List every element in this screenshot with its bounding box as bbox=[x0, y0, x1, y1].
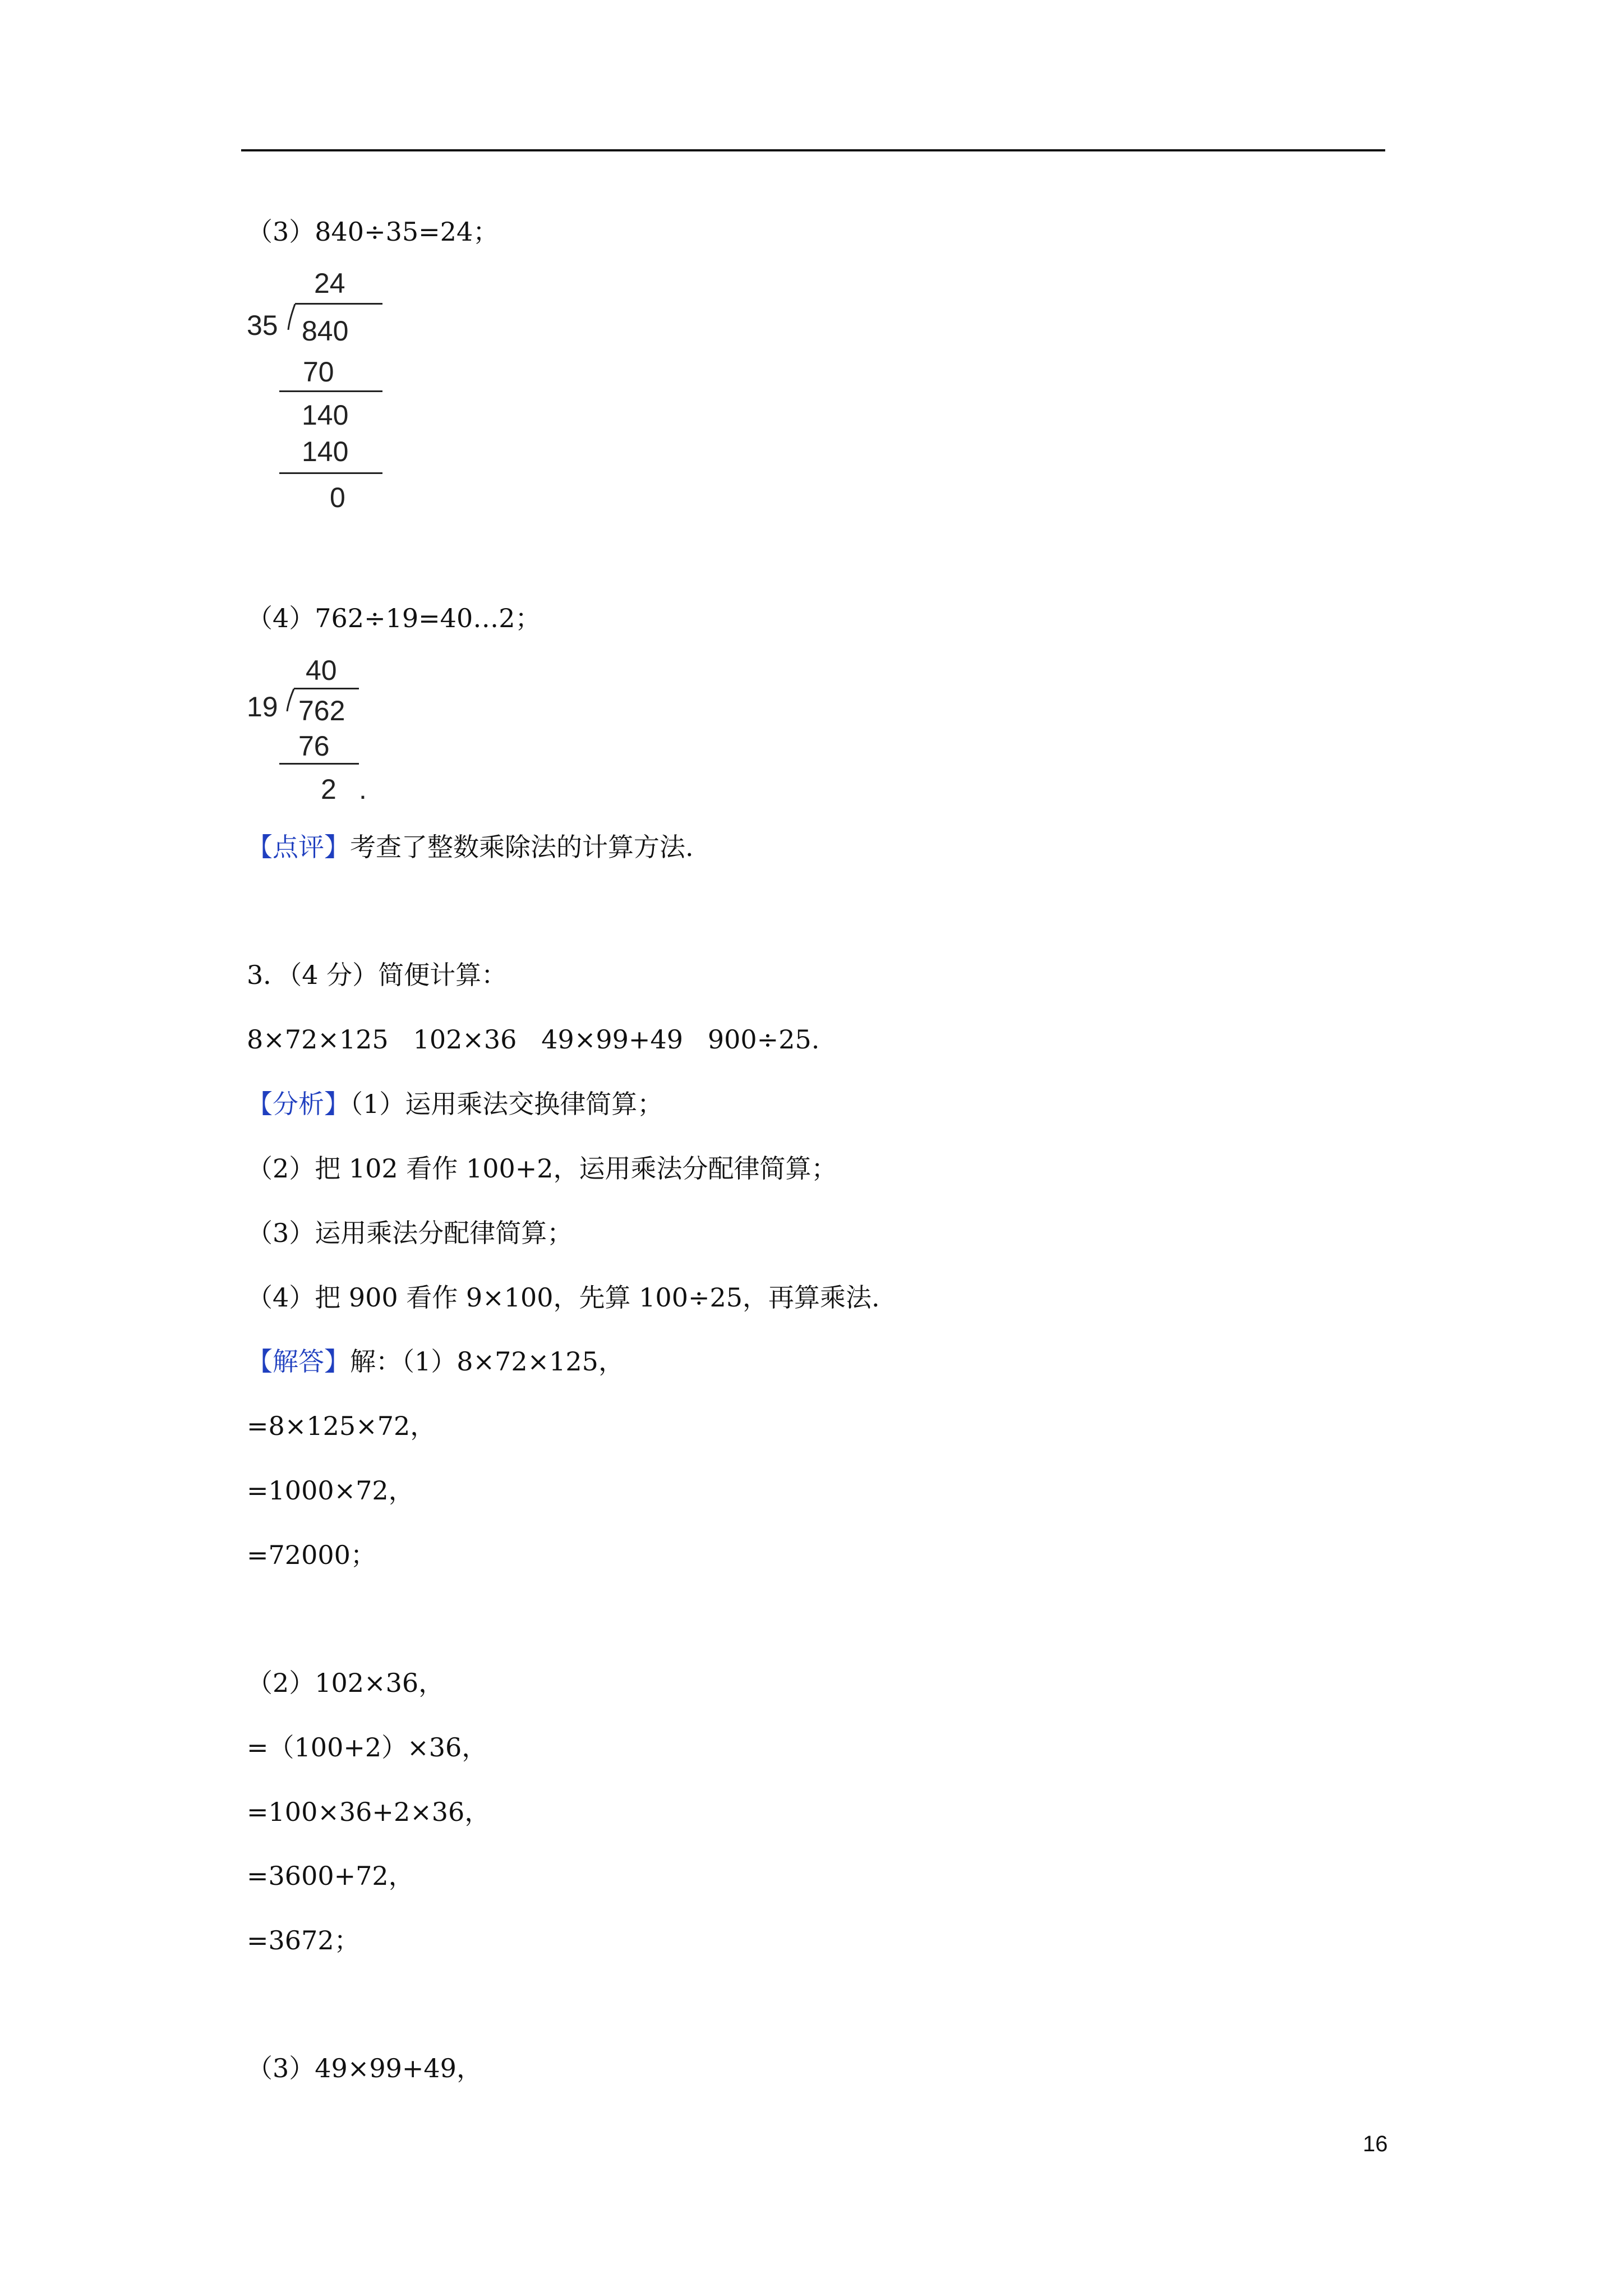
final-remainder: 2 bbox=[321, 774, 336, 805]
division-bracket bbox=[287, 303, 296, 331]
answer-2-step-1: =（100+2）×36， bbox=[247, 1732, 488, 1763]
part4-title: （4）762÷19=40…2； bbox=[247, 603, 541, 633]
question-3-expressions: 8×72×125 102×36 49×99+49 900÷25. bbox=[247, 1024, 820, 1055]
step-remainder-1: 140 bbox=[302, 399, 349, 431]
answer-tag: 【解答】 bbox=[247, 1346, 350, 1377]
step-subtract-1: 76 bbox=[298, 730, 330, 762]
answer-2-head: （2）102×36， bbox=[247, 1668, 445, 1698]
analysis-tag: 【分析】 bbox=[247, 1089, 350, 1119]
step-line-1 bbox=[279, 390, 382, 392]
trailing-period: . bbox=[359, 774, 367, 805]
dividend: 840 bbox=[302, 315, 349, 347]
answer-1-step-1: =8×125×72， bbox=[247, 1411, 436, 1441]
answer-2-step-2: =100×36+2×36， bbox=[247, 1797, 491, 1827]
step-subtract-2: 140 bbox=[302, 436, 349, 467]
answer-3-head: （3）49×99+49， bbox=[247, 2053, 482, 2083]
part3-title: （3）840÷35=24； bbox=[247, 217, 499, 247]
answer-line bbox=[247, 1345, 624, 1378]
divisor: 19 bbox=[247, 691, 278, 723]
division-overbar bbox=[295, 303, 382, 305]
header-rule bbox=[241, 149, 1385, 151]
answer-1-step-3: =72000； bbox=[247, 1540, 376, 1570]
comment-line bbox=[247, 830, 694, 864]
answer-2-step-3: =3600+72， bbox=[247, 1861, 414, 1891]
answer-2-step-4: =3672； bbox=[247, 1925, 360, 1955]
step-line-1 bbox=[279, 763, 359, 765]
analysis-line-1 bbox=[247, 1087, 663, 1121]
division-bracket bbox=[286, 688, 295, 712]
step-line-2 bbox=[279, 472, 382, 474]
step-subtract-1: 70 bbox=[303, 356, 334, 388]
analysis-3: （3）运用乘法分配律简算； bbox=[247, 1218, 573, 1248]
page-number: 16 bbox=[1363, 2132, 1388, 2156]
analysis-4: （4）把 900 看作 9×100，先算 100÷25，再算乘法. bbox=[247, 1282, 880, 1313]
analysis-2: （2）把 102 看作 100+2，运用乘法分配律简算； bbox=[247, 1153, 837, 1184]
comment-tag: 【点评】 bbox=[247, 832, 350, 862]
divisor: 35 bbox=[247, 310, 278, 341]
question-3-title: 3．（4 分）简便计算： bbox=[247, 960, 508, 990]
answer-head: 解：（1）8×72×125， bbox=[350, 1346, 624, 1377]
quotient: 24 bbox=[314, 268, 345, 299]
division-overbar bbox=[294, 688, 359, 689]
final-remainder: 0 bbox=[330, 482, 345, 513]
comment-text: 考查了整数乘除法的计算方法. bbox=[350, 832, 694, 862]
quotient: 40 bbox=[306, 655, 337, 686]
analysis-1: （1）运用乘法交换律简算； bbox=[350, 1089, 663, 1119]
answer-1-step-2: =1000×72， bbox=[247, 1475, 414, 1506]
dividend: 762 bbox=[298, 695, 345, 726]
